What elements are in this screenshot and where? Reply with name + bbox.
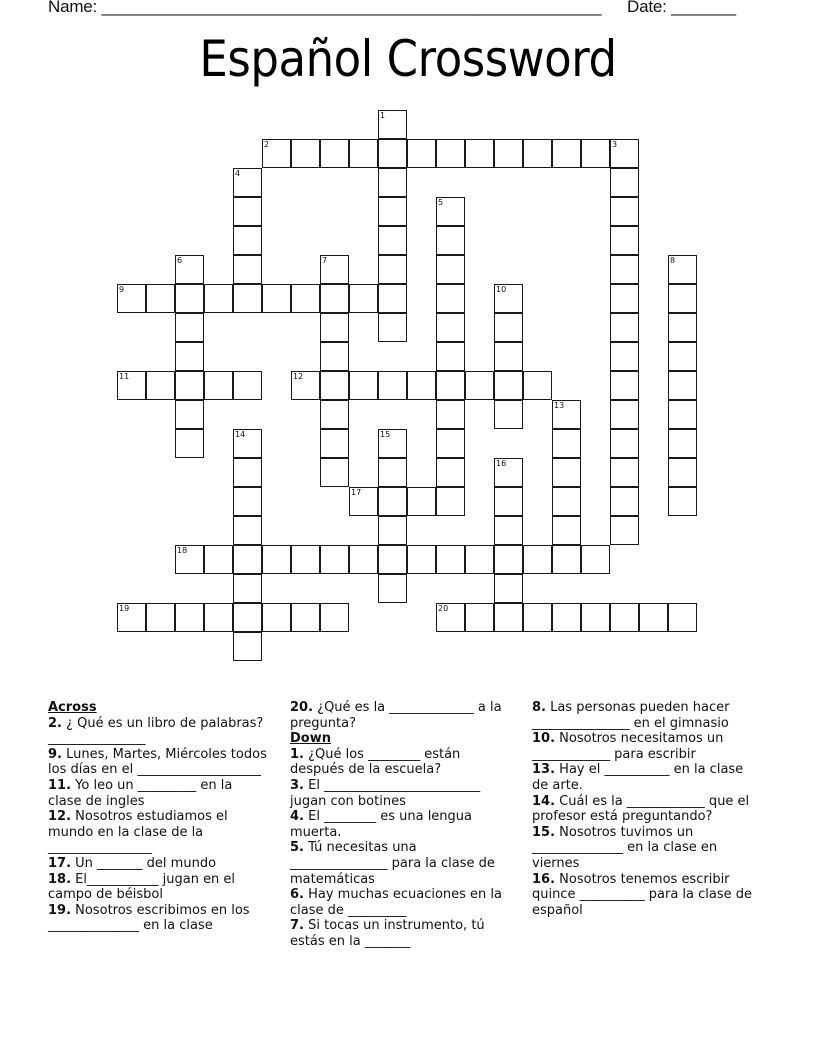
crossword-cell[interactable] [436,371,465,400]
crossword-cell[interactable] [204,371,233,400]
crossword-cell[interactable] [349,139,378,168]
crossword-cell[interactable] [436,226,465,255]
clue-across-17 [48,856,268,872]
crossword-cell[interactable] [320,342,349,371]
clue-across-20 [290,700,518,731]
clue-number-label: 20 [438,604,449,613]
clue-text: Cuál es la ____________ que el profesor está preguntando? [532,793,750,825]
clue-number-label: 10 [496,285,507,294]
clue-number: 2. [48,715,62,731]
clue-number-label: 5 [438,198,444,207]
crossword-cell[interactable] [436,139,465,168]
clue-down-15 [532,825,762,872]
crossword-cell[interactable] [117,284,146,313]
clue-number: 12. [48,809,72,825]
crossword-cell[interactable] [378,545,407,574]
crossword-cell[interactable] [436,487,465,516]
crossword-cell[interactable] [204,284,233,313]
clue-text: Nosotros estudiamos el mundo en la clase de la ________________ [48,809,228,856]
clue-text: Las personas pueden hacer _______________ en el gimnasio [532,700,730,731]
clue-text: Lunes, Martes, Miércoles todos los días en el ___________________ [48,746,267,778]
clue-text: Hay el __________ en la clase de arte. [532,762,744,793]
clue-text: El ________ es una lengua muerta. [290,809,472,840]
crossword-cell[interactable] [233,255,262,284]
crossword-cell[interactable] [436,197,465,226]
crossword-cell[interactable] [581,603,610,632]
crossword-cell[interactable] [291,545,320,574]
crossword-cell[interactable] [668,429,697,458]
crossword-cell[interactable] [436,400,465,429]
crossword-cell[interactable] [494,342,523,371]
crossword-cell[interactable] [233,516,262,545]
crossword-cell[interactable] [175,400,204,429]
crossword-cell[interactable] [320,458,349,487]
crossword-cell[interactable] [581,545,610,574]
clue-down-1 [290,747,518,778]
clue-number-label: 14 [235,430,246,439]
clue-number: 13. [532,762,556,778]
clue-number: 6. [290,887,304,903]
crossword-cell[interactable] [610,516,639,545]
crossword-cell[interactable] [610,429,639,458]
clue-number-label: 15 [380,430,391,439]
clue-text: Hay muchas ecuaciones en la clase de _________ [290,887,502,918]
crossword-cell[interactable] [175,603,204,632]
clues-column-3 [532,700,762,918]
crossword-cell[interactable] [523,371,552,400]
crossword-cell[interactable] [610,603,639,632]
clue-text: El ________________________ jugan con botines [290,777,481,809]
crossword-cell[interactable] [233,226,262,255]
clue-text: Nosotros escribimos en los ______________ en la clase [48,902,250,934]
clue-down-14 [532,794,762,825]
crossword-cell[interactable] [436,429,465,458]
clue-down-13 [532,762,762,793]
crossword-cell[interactable] [175,313,204,342]
crossword-cell[interactable] [291,603,320,632]
clues-column-2 [290,700,518,950]
crossword-cell[interactable] [465,603,494,632]
crossword-cell[interactable] [523,545,552,574]
crossword-cell[interactable] [378,226,407,255]
crossword-cell[interactable] [436,342,465,371]
down-heading: Down [290,731,331,747]
crossword-cell[interactable] [494,458,523,487]
crossword-cell[interactable] [233,197,262,226]
clue-number: 4. [290,809,304,825]
crossword-cell[interactable] [378,313,407,342]
crossword-cell[interactable] [117,371,146,400]
clue-down-16 [532,872,762,919]
clue-across-9 [48,747,268,778]
clue-down-5 [290,840,518,887]
clue-number-label: 4 [235,169,241,178]
crossword-cell[interactable] [610,400,639,429]
crossword-cell[interactable] [233,371,262,400]
crossword-cell[interactable] [262,284,291,313]
crossword-cell[interactable] [378,168,407,197]
crossword-cell[interactable] [233,429,262,458]
crossword-cell[interactable] [320,139,349,168]
crossword-cell[interactable] [523,603,552,632]
crossword-cell[interactable] [233,458,262,487]
crossword-cell[interactable] [610,371,639,400]
crossword-cell[interactable] [436,284,465,313]
clue-number: 9. [48,746,62,762]
crossword-cell[interactable] [378,197,407,226]
crossword-cell[interactable] [581,139,610,168]
clue-text: ¿Qué los ________ están después de la escuela? [290,746,461,778]
crossword-cell[interactable] [436,545,465,574]
crossword-cell[interactable] [378,458,407,487]
crossword-cell[interactable] [552,545,581,574]
crossword-cell[interactable] [436,603,465,632]
crossword-cell[interactable] [320,255,349,284]
clue-number: 5. [290,840,304,856]
crossword-cell[interactable] [320,284,349,313]
crossword-cell[interactable] [233,487,262,516]
crossword-cell[interactable] [378,255,407,284]
clue-number: 3. [290,777,304,793]
clue-number-label: 6 [177,256,183,265]
crossword-cell[interactable] [610,226,639,255]
crossword-cell[interactable] [552,429,581,458]
clue-number: 8. [532,700,546,715]
clue-text: Yo leo un _________ en la clase de ingles [48,777,233,809]
clue-down-10 [532,731,762,762]
crossword-cell[interactable] [610,168,639,197]
clue-text: Nosotros tuvimos un ______________ en la clase en viernes [532,824,718,871]
clue-number-label: 2 [264,140,270,149]
crossword-cell[interactable] [494,313,523,342]
clue-number: 17. [48,855,72,871]
clue-number: 11. [48,777,72,793]
crossword-cell[interactable] [552,139,581,168]
clue-number-label: 19 [119,604,130,613]
clues-column-1 [48,700,268,934]
crossword-cell[interactable] [494,487,523,516]
crossword-cell[interactable] [668,487,697,516]
name-field-label: Name: ______________________________________________________ [48,0,602,16]
crossword-cell[interactable] [262,139,291,168]
crossword-cell[interactable] [320,400,349,429]
clue-number-label: 16 [496,459,507,468]
crossword-cell[interactable] [204,545,233,574]
crossword-cell[interactable] [378,284,407,313]
clue-text: Nosotros tenemos escribir quince __________ para la clase de español [532,871,753,918]
crossword-cell[interactable] [610,487,639,516]
crossword-cell[interactable] [320,313,349,342]
clue-text: El___________ jugan en el campo de béisbol [48,871,236,903]
clue-number: 15. [532,824,556,840]
crossword-cell[interactable] [494,603,523,632]
crossword-cell[interactable] [494,516,523,545]
crossword-cell[interactable] [378,429,407,458]
clue-number: 18. [48,871,72,887]
crossword-cell[interactable] [552,487,581,516]
crossword-cell[interactable] [349,371,378,400]
crossword-cell[interactable] [436,458,465,487]
page-title: Español Crossword [199,30,617,88]
crossword-cell[interactable] [146,603,175,632]
clue-number-label: 18 [177,546,188,555]
clue-text: Nosotros necesitamos un ____________ para escribir [532,731,724,762]
crossword-cell[interactable] [233,545,262,574]
clue-across-19 [48,903,268,934]
crossword-cell[interactable] [639,603,668,632]
clue-number-label: 9 [119,285,125,294]
crossword-cell[interactable] [320,429,349,458]
clue-across-12 [48,809,268,856]
clue-number-label: 12 [293,372,304,381]
crossword-cell[interactable] [494,574,523,603]
crossword-cell[interactable] [436,255,465,284]
clue-down-6 [290,887,518,918]
clue-down-4 [290,809,518,840]
crossword-cell[interactable] [552,400,581,429]
clue-number-label: 3 [612,140,618,149]
crossword-cell[interactable] [378,574,407,603]
crossword-cell[interactable] [610,313,639,342]
crossword-cell[interactable] [233,284,262,313]
crossword-cell[interactable] [204,603,233,632]
crossword-cell[interactable] [552,458,581,487]
clue-down-3 [290,778,518,809]
crossword-cell[interactable] [175,429,204,458]
clue-across-18 [48,872,268,903]
crossword-cell[interactable] [407,139,436,168]
crossword-cell[interactable] [262,603,291,632]
clue-number-label: 11 [119,372,130,381]
crossword-cell[interactable] [610,342,639,371]
crossword-cell[interactable] [117,603,146,632]
crossword-cell[interactable] [610,139,639,168]
crossword-cell[interactable] [378,516,407,545]
crossword-cell[interactable] [378,487,407,516]
clue-number: 19. [48,902,72,918]
crossword-cell[interactable] [175,342,204,371]
crossword-cell[interactable] [668,400,697,429]
crossword-cell[interactable] [668,371,697,400]
crossword-cell[interactable] [494,371,523,400]
date-field-label: Date: _______ [627,0,736,16]
crossword-cell[interactable] [233,632,262,661]
crossword-cell[interactable] [320,545,349,574]
crossword-cell[interactable] [349,487,378,516]
crossword-cell[interactable] [610,458,639,487]
crossword-cell[interactable] [668,284,697,313]
crossword-cell[interactable] [668,313,697,342]
crossword-cell[interactable] [552,603,581,632]
clue-number-label: 1 [380,111,386,120]
crossword-cell[interactable] [465,545,494,574]
clue-number-label: 17 [351,488,362,497]
crossword-cell[interactable] [610,255,639,284]
crossword-cell[interactable] [320,603,349,632]
crossword-cell[interactable] [233,574,262,603]
crossword-cell[interactable] [407,487,436,516]
clue-number: 10. [532,731,556,747]
crossword-cell[interactable] [407,545,436,574]
crossword-cell[interactable] [465,371,494,400]
crossword-cell[interactable] [436,313,465,342]
crossword-cell[interactable] [175,284,204,313]
crossword-cell[interactable] [175,371,204,400]
crossword-cell[interactable] [378,110,407,139]
crossword-cell[interactable] [494,139,523,168]
clue-number-label: 8 [670,256,676,265]
clue-across-2 [48,716,268,747]
clue-number: 7. [290,918,304,934]
crossword-cell[interactable] [378,139,407,168]
crossword-cell[interactable] [494,400,523,429]
clue-text: Tú necesitas una _______________ para la clase de matemáticas [290,840,495,887]
crossword-cell[interactable] [668,255,697,284]
crossword-cell[interactable] [291,371,320,400]
crossword-cell[interactable] [465,139,494,168]
clue-down-8 [532,700,762,731]
clue-across-11 [48,778,268,809]
crossword-cell[interactable] [610,284,639,313]
crossword-cell[interactable] [175,545,204,574]
clue-text: ¿Qué es la _____________ a la pregunta? [290,700,502,731]
crossword-cell[interactable] [378,371,407,400]
crossword-cell[interactable] [668,458,697,487]
crossword-cell[interactable] [523,139,552,168]
crossword-cell[interactable] [320,371,349,400]
across-heading: Across [48,700,97,715]
clue-text: Si tocas un instrumento, tú estás en la _______ [290,918,485,949]
crossword-cell[interactable] [233,603,262,632]
crossword-cell[interactable] [407,371,436,400]
clue-number-label: 7 [322,256,328,265]
clue-text: ¿ Qué es un libro de palabras? _______________ [48,715,264,747]
crossword-cell[interactable] [349,284,378,313]
crossword-cell[interactable] [668,342,697,371]
crossword-cell[interactable] [610,197,639,226]
crossword-cell[interactable] [494,284,523,313]
clue-number: 14. [532,793,556,809]
crossword-cell[interactable] [262,545,291,574]
clue-number: 16. [532,871,556,887]
crossword-cell[interactable] [552,516,581,545]
crossword-cell[interactable] [494,545,523,574]
crossword-cell[interactable] [668,603,697,632]
crossword-cell[interactable] [349,545,378,574]
crossword-cell[interactable] [233,168,262,197]
crossword-cell[interactable] [291,139,320,168]
clue-text: Un _______ del mundo [71,855,217,871]
crossword-cell[interactable] [146,371,175,400]
clue-number: 1. [290,746,304,762]
clue-number-label: 13 [554,401,565,410]
crossword-cell[interactable] [146,284,175,313]
crossword-cell[interactable] [291,284,320,313]
crossword-cell[interactable] [175,255,204,284]
clue-number: 20. [290,700,314,715]
clue-down-7 [290,918,518,949]
